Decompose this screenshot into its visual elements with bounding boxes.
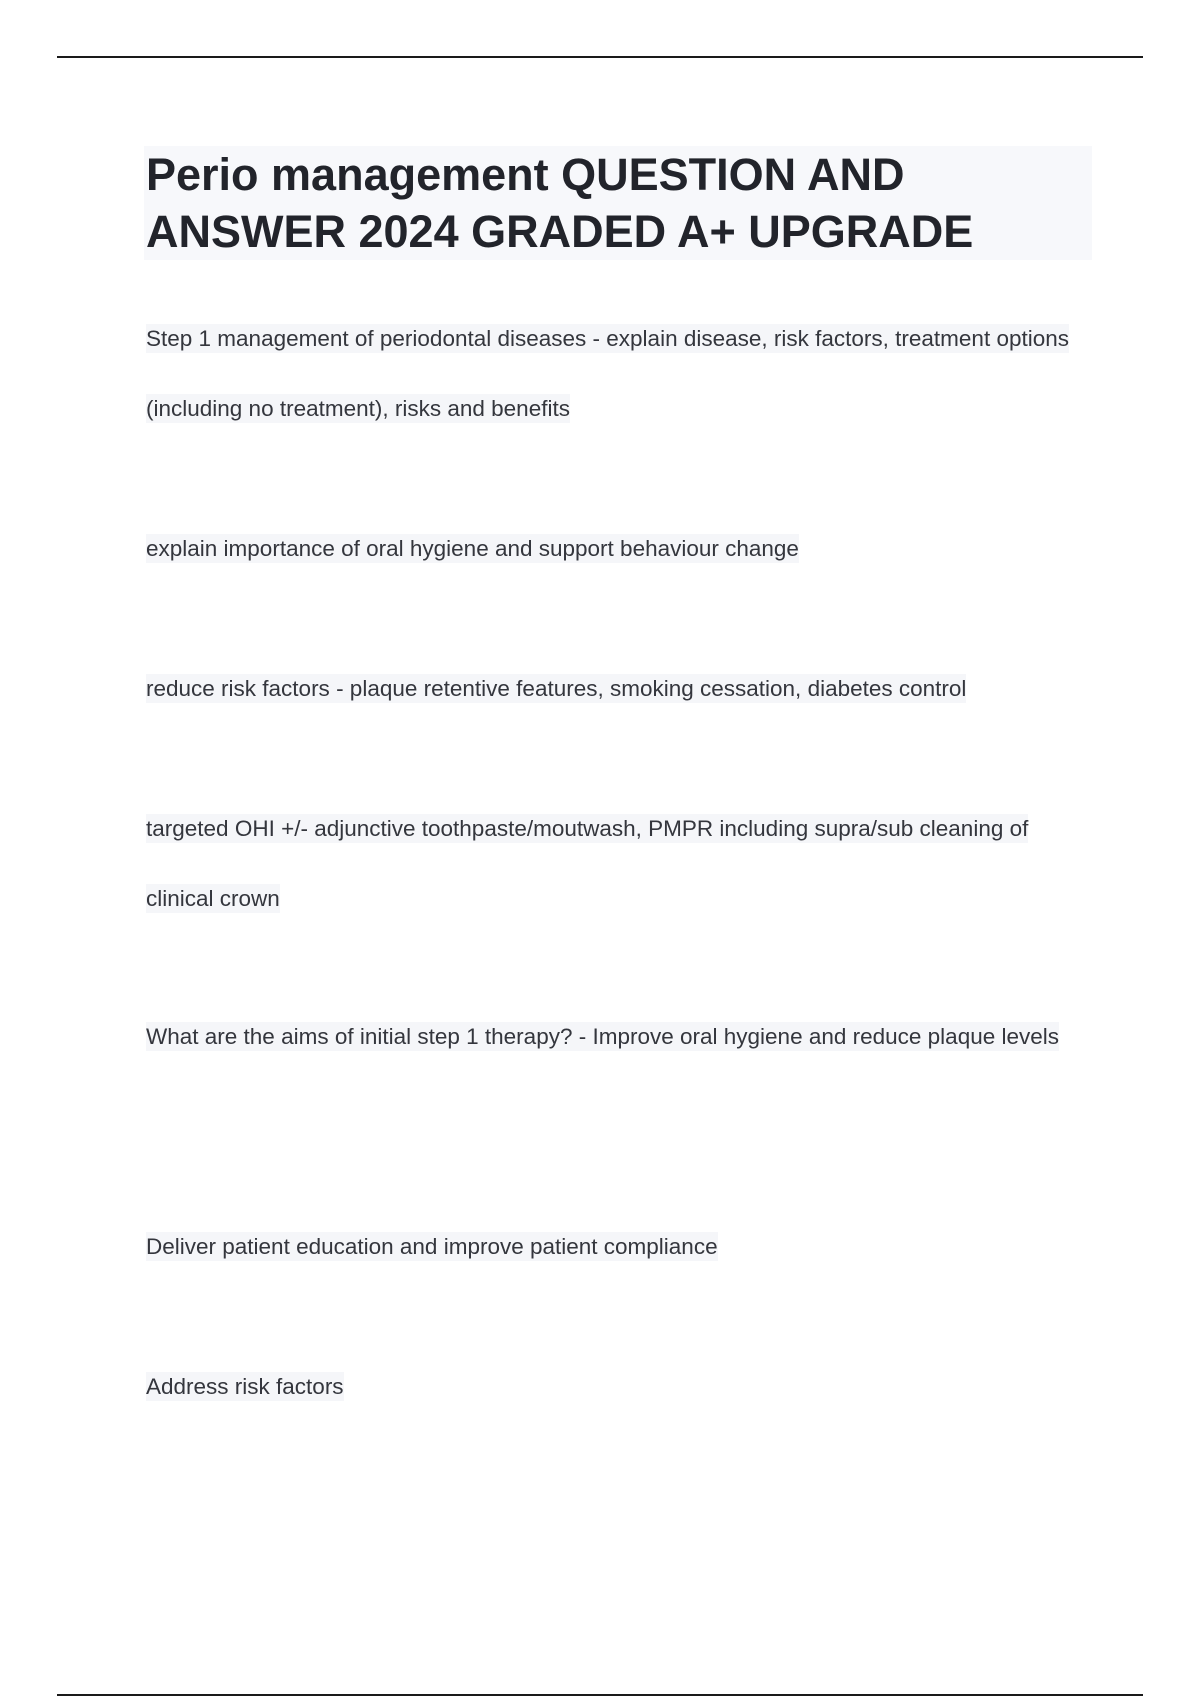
paragraph-6 [146, 1212, 1086, 1282]
paragraph-3 [146, 654, 1086, 724]
paragraph-text: explain importance of oral hygiene and support behaviour change [146, 536, 799, 561]
top-rule [57, 56, 1143, 58]
page-title: Perio management QUESTION AND ANSWER 2024 GRADED A+ UPGRADE [146, 149, 974, 257]
bottom-rule [57, 1694, 1143, 1696]
paragraph-text: What are the aims of initial step 1 therapy? - Improve oral hygiene and reduce plaque levels [146, 1024, 1060, 1049]
paragraph-text: reduce risk factors - plaque retentive features, smoking cessation, diabetes control [146, 676, 967, 701]
paragraph-text: Address risk factors [146, 1374, 344, 1399]
paragraph-5 [146, 1002, 1086, 1072]
paragraph-text: targeted OHI +/- adjunctive toothpaste/moutwash, PMPR including supra/sub cleaning of clinical crown [146, 816, 1029, 911]
paragraph-1 [146, 304, 1086, 444]
paragraph-text: Step 1 management of periodontal diseases - explain disease, risk factors, treatment options (including no treatment), risks and benefits [146, 326, 1070, 421]
paragraph-text: Deliver patient education and improve patient compliance [146, 1234, 718, 1259]
paragraph-4 [146, 794, 1086, 934]
title-block [144, 146, 1092, 260]
paragraph-2 [146, 514, 1086, 584]
paragraph-7 [146, 1352, 1086, 1422]
